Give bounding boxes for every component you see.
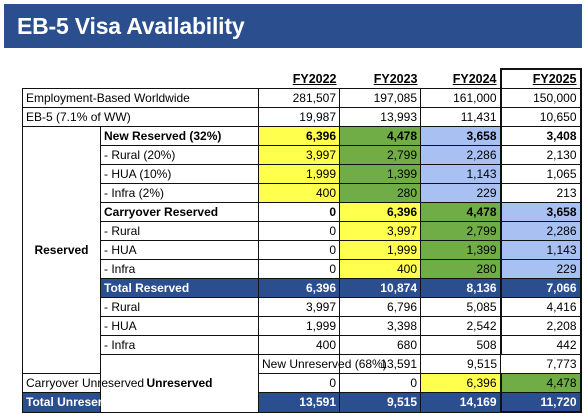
cell-fy2022: 0 bbox=[259, 203, 340, 222]
cell-fy2023: 280 bbox=[340, 184, 421, 203]
cell-fy2022: 3,997 bbox=[259, 146, 340, 165]
cell-fy2024: 8,136 bbox=[421, 279, 501, 298]
cell-fy2022: 0 bbox=[259, 260, 340, 279]
column-header-fy2023: FY2023 bbox=[373, 71, 418, 86]
cell-fy2024: 1,143 bbox=[421, 165, 501, 184]
cell-fy2024: 5,085 bbox=[421, 298, 501, 317]
cell-fy2025: 2,208 bbox=[501, 317, 581, 336]
cell-fy2024: 2,799 bbox=[421, 222, 501, 241]
table-row-new-hua bbox=[23, 165, 581, 184]
cell-fy2025: 229 bbox=[501, 260, 581, 279]
row-label: Total Reserved bbox=[101, 279, 259, 298]
row-label: - Infra (2%) bbox=[101, 184, 259, 203]
column-header-fy2025: FY2025 bbox=[501, 69, 581, 89]
cell-fy2024: 7,773 bbox=[501, 355, 581, 374]
table-row-carry-hua bbox=[23, 241, 581, 260]
cell-fy2025: 442 bbox=[501, 336, 581, 355]
cell-fy2022: 13,591 bbox=[340, 355, 421, 374]
cell-fy2023: 680 bbox=[340, 336, 421, 355]
cell-fy2023: 1,999 bbox=[340, 241, 421, 260]
row-label: Carryover Unreserved bbox=[23, 374, 101, 393]
title-banner bbox=[4, 4, 582, 48]
cell-fy2022: 0 bbox=[259, 374, 340, 393]
cell-fy2024: 6,396 bbox=[421, 374, 501, 393]
table-row-carry-infra bbox=[23, 260, 581, 279]
row-label: New Reserved (32%) bbox=[101, 127, 259, 146]
cell-fy2023: 197,085 bbox=[340, 89, 421, 108]
row-label: - Infra bbox=[101, 260, 259, 279]
cell-fy2024: 4,478 bbox=[421, 203, 501, 222]
cell-fy2023: 9,515 bbox=[340, 393, 421, 413]
cell-fy2023: 9,515 bbox=[421, 355, 501, 374]
cell-fy2022: 400 bbox=[259, 184, 340, 203]
row-label: - HUA bbox=[101, 317, 259, 336]
cell-fy2022: 6,396 bbox=[259, 279, 340, 298]
cell-fy2022: 6,396 bbox=[259, 127, 340, 146]
cell-fy2022: 1,999 bbox=[259, 317, 340, 336]
cell-fy2024: 161,000 bbox=[421, 89, 501, 108]
row-label: EB-5 (7.1% of WW) bbox=[23, 108, 259, 127]
row-label: - Infra bbox=[101, 336, 259, 355]
row-label: - HUA (10%) bbox=[101, 165, 259, 184]
table-row-carryover-reserved bbox=[23, 203, 581, 222]
cell-fy2022: 13,591 bbox=[259, 393, 340, 413]
row-label: - HUA bbox=[101, 241, 259, 260]
row-label: - Rural (20%) bbox=[101, 146, 259, 165]
cell-fy2025: 150,000 bbox=[501, 89, 581, 108]
group-label-reserved: Reserved bbox=[23, 127, 101, 374]
table-row-new-unreserved bbox=[23, 355, 581, 374]
cell-fy2025: 4,478 bbox=[501, 374, 581, 393]
cell-fy2022: 0 bbox=[259, 241, 340, 260]
table-row-new-infra bbox=[23, 184, 581, 203]
table-row-total-rural bbox=[23, 298, 581, 317]
row-label: - Rural bbox=[101, 222, 259, 241]
table-row-total-infra bbox=[23, 336, 581, 355]
table-row-worldwide bbox=[23, 89, 581, 108]
cell-fy2025: 1,065 bbox=[501, 165, 581, 184]
table-row-total-reserved bbox=[23, 279, 581, 298]
cell-fy2025: 10,650 bbox=[501, 108, 581, 127]
cell-fy2023: 2,799 bbox=[340, 146, 421, 165]
cell-fy2022: 19,987 bbox=[259, 108, 340, 127]
cell-fy2024: 508 bbox=[421, 336, 501, 355]
cell-fy2024: 1,399 bbox=[421, 241, 501, 260]
cell-fy2022: 3,997 bbox=[259, 298, 340, 317]
cell-fy2023: 10,874 bbox=[340, 279, 421, 298]
cell-fy2025: 11,720 bbox=[501, 393, 581, 413]
column-header-fy2024: FY2024 bbox=[452, 71, 497, 86]
row-label: New Unreserved (68%) bbox=[259, 355, 340, 374]
cell-fy2025: 2,286 bbox=[501, 222, 581, 241]
cell-fy2024: 2,286 bbox=[421, 146, 501, 165]
column-header-fy2022: FY2022 bbox=[292, 71, 337, 86]
cell-fy2023: 4,478 bbox=[340, 127, 421, 146]
cell-fy2022: 281,507 bbox=[259, 89, 340, 108]
table-row-carryover-unreserved bbox=[23, 374, 581, 393]
cell-fy2024: 280 bbox=[421, 260, 501, 279]
cell-fy2023: 6,796 bbox=[340, 298, 421, 317]
cell-fy2025: 4,416 bbox=[501, 298, 581, 317]
cell-fy2025: 7,066 bbox=[501, 279, 581, 298]
cell-fy2023: 13,993 bbox=[340, 108, 421, 127]
table-row-eb5 bbox=[23, 108, 581, 127]
visa-availability-table bbox=[22, 68, 582, 413]
cell-fy2023: 3,398 bbox=[340, 317, 421, 336]
cell-fy2024: 3,658 bbox=[421, 127, 501, 146]
cell-fy2024: 2,542 bbox=[421, 317, 501, 336]
cell-fy2025: 2,130 bbox=[501, 146, 581, 165]
cell-fy2025: 3,658 bbox=[501, 203, 581, 222]
cell-fy2023: 0 bbox=[340, 374, 421, 393]
row-label: Carryover Reserved bbox=[101, 203, 259, 222]
header-spacer bbox=[23, 69, 101, 89]
table-row-total-hua bbox=[23, 317, 581, 336]
cell-fy2022: 400 bbox=[259, 336, 340, 355]
header-row bbox=[23, 69, 581, 89]
row-label: - Rural bbox=[101, 298, 259, 317]
group-label-unreserved: Unreserved bbox=[101, 355, 259, 413]
table-row-new-reserved bbox=[23, 127, 581, 146]
cell-fy2024: 11,431 bbox=[421, 108, 501, 127]
row-label: Total Unreserved bbox=[23, 393, 101, 413]
table-row-new-rural bbox=[23, 146, 581, 165]
cell-fy2025: 3,408 bbox=[501, 127, 581, 146]
page-title: EB-5 Visa Availability bbox=[17, 13, 245, 39]
table-row-carry-rural bbox=[23, 222, 581, 241]
cell-fy2022: 1,999 bbox=[259, 165, 340, 184]
cell-fy2024: 229 bbox=[421, 184, 501, 203]
cell-fy2022: 0 bbox=[259, 222, 340, 241]
cell-fy2023: 400 bbox=[340, 260, 421, 279]
row-label: Employment-Based Worldwide bbox=[23, 89, 259, 108]
cell-fy2023: 6,396 bbox=[340, 203, 421, 222]
cell-fy2025: 1,143 bbox=[501, 241, 581, 260]
cell-fy2024: 14,169 bbox=[421, 393, 501, 413]
cell-fy2025: 213 bbox=[501, 184, 581, 203]
cell-fy2023: 3,997 bbox=[340, 222, 421, 241]
header-spacer bbox=[101, 69, 259, 89]
cell-fy2023: 1,399 bbox=[340, 165, 421, 184]
